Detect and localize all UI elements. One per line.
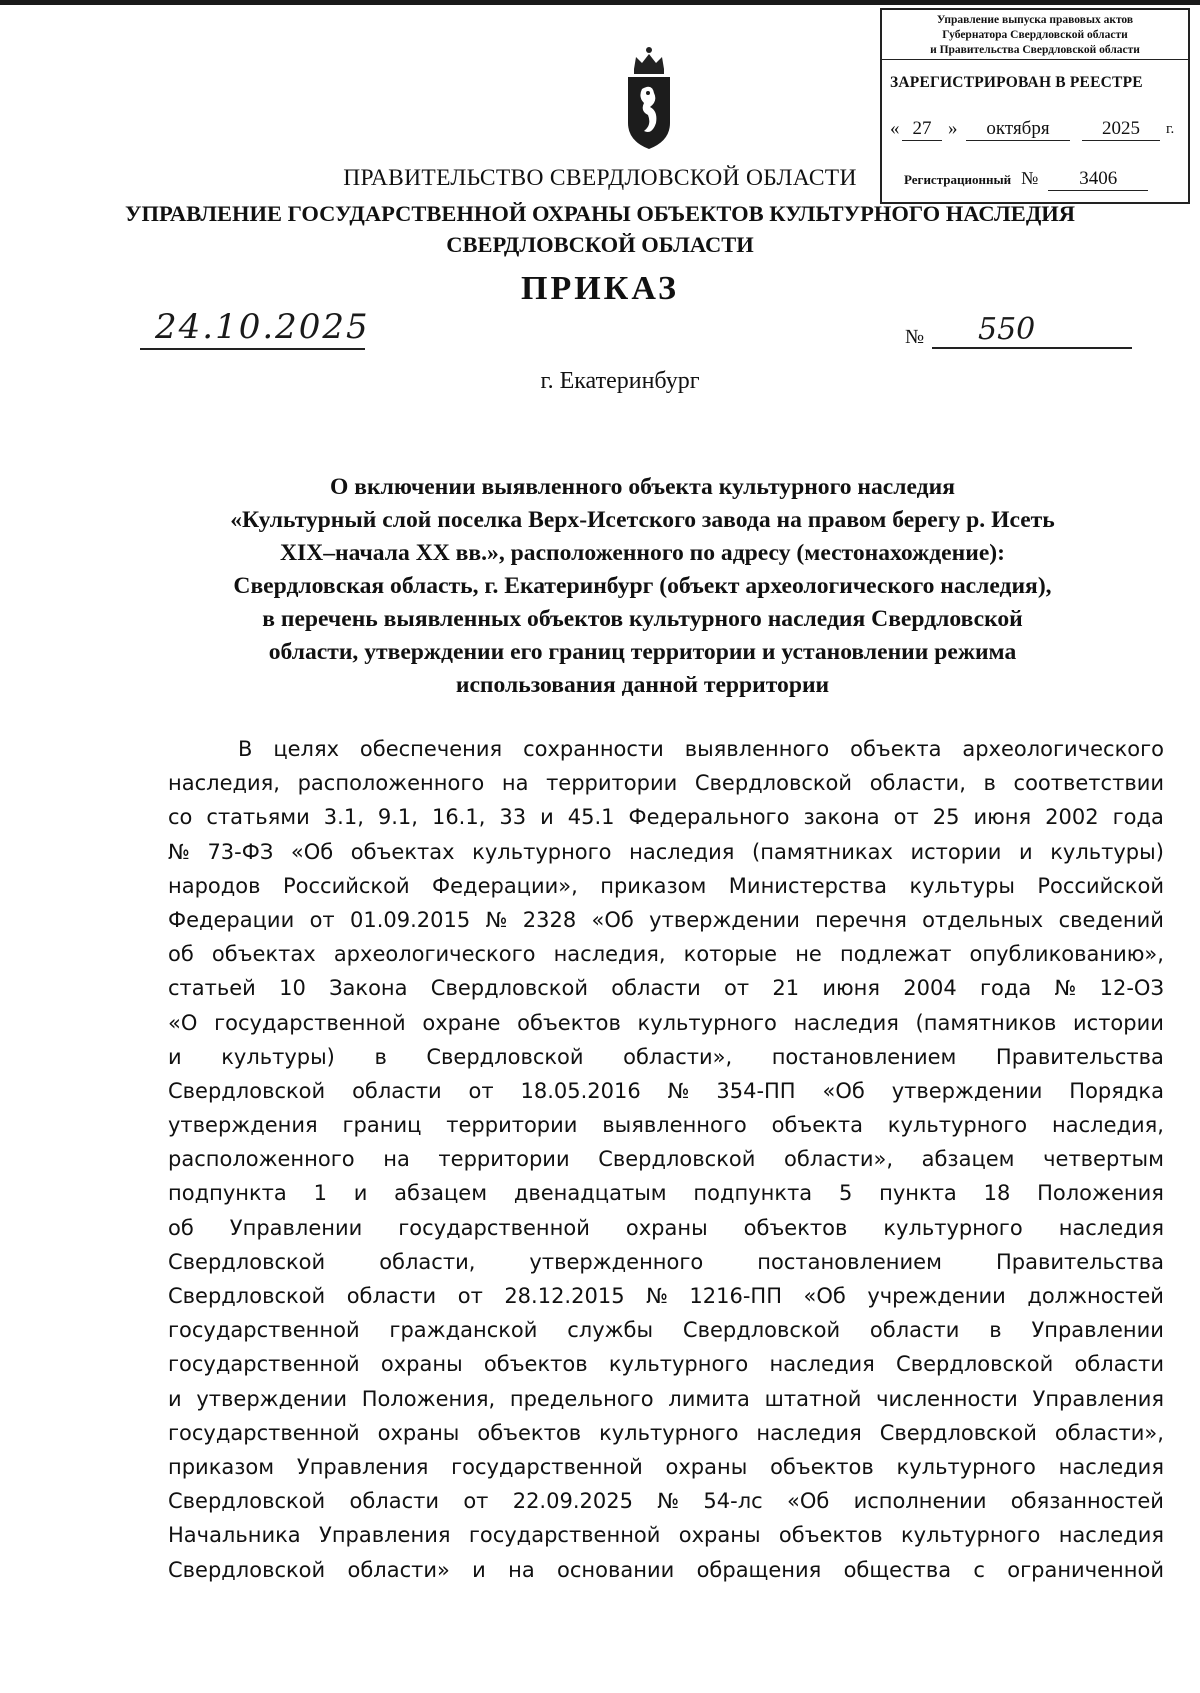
- stamp-month: октября: [966, 118, 1070, 141]
- city: г. Екатеринбург: [540, 368, 700, 394]
- stamp-day: 27: [902, 118, 942, 141]
- body-line: Свердловской области, утвержденного постановлением Правительства: [168, 1249, 1164, 1274]
- body-line: государственной охраны объектов культурного наследия Свердловской области»,: [168, 1420, 1164, 1445]
- body-line: Начальника Управления государственной охраны объектов культурного наследия: [168, 1523, 1164, 1548]
- body-line: и культуры) в Свердловской области», постановлением Правительства: [168, 1044, 1164, 1069]
- heading-line: в перечень выявленных объектов культурного наследия Свердловской: [262, 606, 1023, 632]
- heading-line: XIX–начала XX вв.», расположенного по адресу (местонахождение):: [279, 540, 1006, 566]
- department-title-line: СВЕРДЛОВСКОЙ ОБЛАСТИ: [446, 232, 754, 257]
- heading-line: О включении выявленного объекта культурного наследия: [330, 474, 955, 500]
- stamp-close-quote: »: [948, 118, 958, 139]
- scan-top-border: [0, 0, 1200, 5]
- body-line: и утверждении Положения, предельного лимита штатной численности Управления: [168, 1386, 1164, 1411]
- stamp-header: [882, 10, 1188, 60]
- stamp-year: 2025: [1082, 118, 1160, 141]
- body-line: Свердловской области» и на основании обращения общества с ограниченной: [168, 1557, 1164, 1582]
- body-line: государственной гражданской службы Свердловской области в Управлении: [168, 1318, 1164, 1343]
- heading-line: области, утверждении его границ территории и установлении режима: [268, 639, 1017, 665]
- date-underline: [140, 348, 365, 350]
- body-line: «О государственной охране объектов культурного наследия (памятников истории: [168, 1010, 1164, 1035]
- heading-line: «Культурный слой поселка Верх-Исетского завода на правом берегу р. Исеть: [230, 507, 1055, 533]
- body-line: об объектах археологического наследия, которые не подлежат опубликованию»,: [168, 942, 1164, 967]
- stamp-registered-label: ЗАРЕГИСТРИРОВАН В РЕЕСТРЕ: [890, 74, 1143, 91]
- body-line: Свердловской области от 18.05.2016 № 354-ПП «Об утверждении Порядка: [168, 1078, 1164, 1103]
- body-line: народов Российской Федерации», приказом Министерства культуры Российской: [168, 873, 1164, 898]
- department-title: [0, 198, 1200, 260]
- stamp-header-line: Управление выпуска правовых актов: [936, 14, 1134, 26]
- body-line: Федерации от 01.09.2015 № 2328 «Об утверждении перечня отдельных сведений: [168, 907, 1164, 932]
- number-label: №: [905, 326, 925, 348]
- body-text: [168, 732, 1164, 1587]
- body-line: подпункта 1 и абзацем двенадцатым подпункта 5 пункта 18 Положения: [168, 1181, 1164, 1206]
- body-line: утверждения границ территории выявленного объекта культурного наследия,: [168, 1113, 1164, 1138]
- stamp-year-suffix: г.: [1166, 121, 1175, 137]
- body-line: В целях обеспечения сохранности выявленного объекта археологического: [238, 737, 1164, 761]
- body-line: наследия, расположенного на территории Свердловской области, в соответствии: [168, 771, 1164, 796]
- body-line: Свердловской области от 28.12.2015 № 1216-ПП «Об учреждении должностей: [168, 1284, 1164, 1308]
- handwritten-date: 24.10.2025: [155, 307, 370, 347]
- body-line: об Управлении государственной охраны объектов культурного наследия: [168, 1215, 1164, 1240]
- heading-line: Свердловская область, г. Екатеринбург (объект археологического наследия),: [233, 573, 1052, 599]
- coat-of-arms-icon: [622, 45, 676, 150]
- body-line: Свердловской области от 22.09.2025 № 54-лс «Об исполнении обязанностей: [168, 1489, 1164, 1514]
- stamp-reg-label: Регистрационный: [904, 172, 1012, 187]
- body-line: расположенного на территории Свердловской области», абзацем четвертым: [168, 1147, 1164, 1172]
- body-line: приказом Управления государственной охраны объектов культурного наследия: [168, 1454, 1164, 1479]
- body-line: со статьями 3.1, 9.1, 16.1, 33 и 45.1 Федерального закона от 25 июня 2002 года: [168, 805, 1164, 830]
- handwritten-number: 550: [978, 312, 1036, 347]
- government-title: ПРАВИТЕЛЬСТВО СВЕРДЛОВСКОЙ ОБЛАСТИ: [343, 165, 857, 191]
- body-line: государственной охраны объектов культурного наследия Свердловской области: [168, 1352, 1164, 1377]
- stamp-header-line: Губернатора Свердловской области: [942, 29, 1128, 41]
- body-line: статьей 10 Закона Свердловской области от 21 июня 2004 года № 12-ОЗ: [168, 976, 1164, 1001]
- department-title-line: УПРАВЛЕНИЕ ГОСУДАРСТВЕННОЙ ОХРАНЫ ОБЪЕКТОВ КУЛЬТУРНОГО НАСЛЕДИЯ: [124, 201, 1076, 226]
- stamp-header-line: и Правительства Свердловской области: [930, 44, 1140, 56]
- stamp-open-quote: «: [890, 118, 900, 139]
- document-type: ПРИКАЗ: [521, 270, 679, 307]
- number-underline: [932, 347, 1132, 349]
- stamp-reg-value: 3406: [1048, 168, 1148, 191]
- stamp-no-sign: №: [1021, 168, 1039, 188]
- heading-line: использования данной территории: [455, 672, 830, 698]
- order-heading: [120, 471, 1165, 702]
- body-line: № 73-ФЗ «Об объектах культурного наследия (памятниках истории и культуры): [168, 839, 1164, 864]
